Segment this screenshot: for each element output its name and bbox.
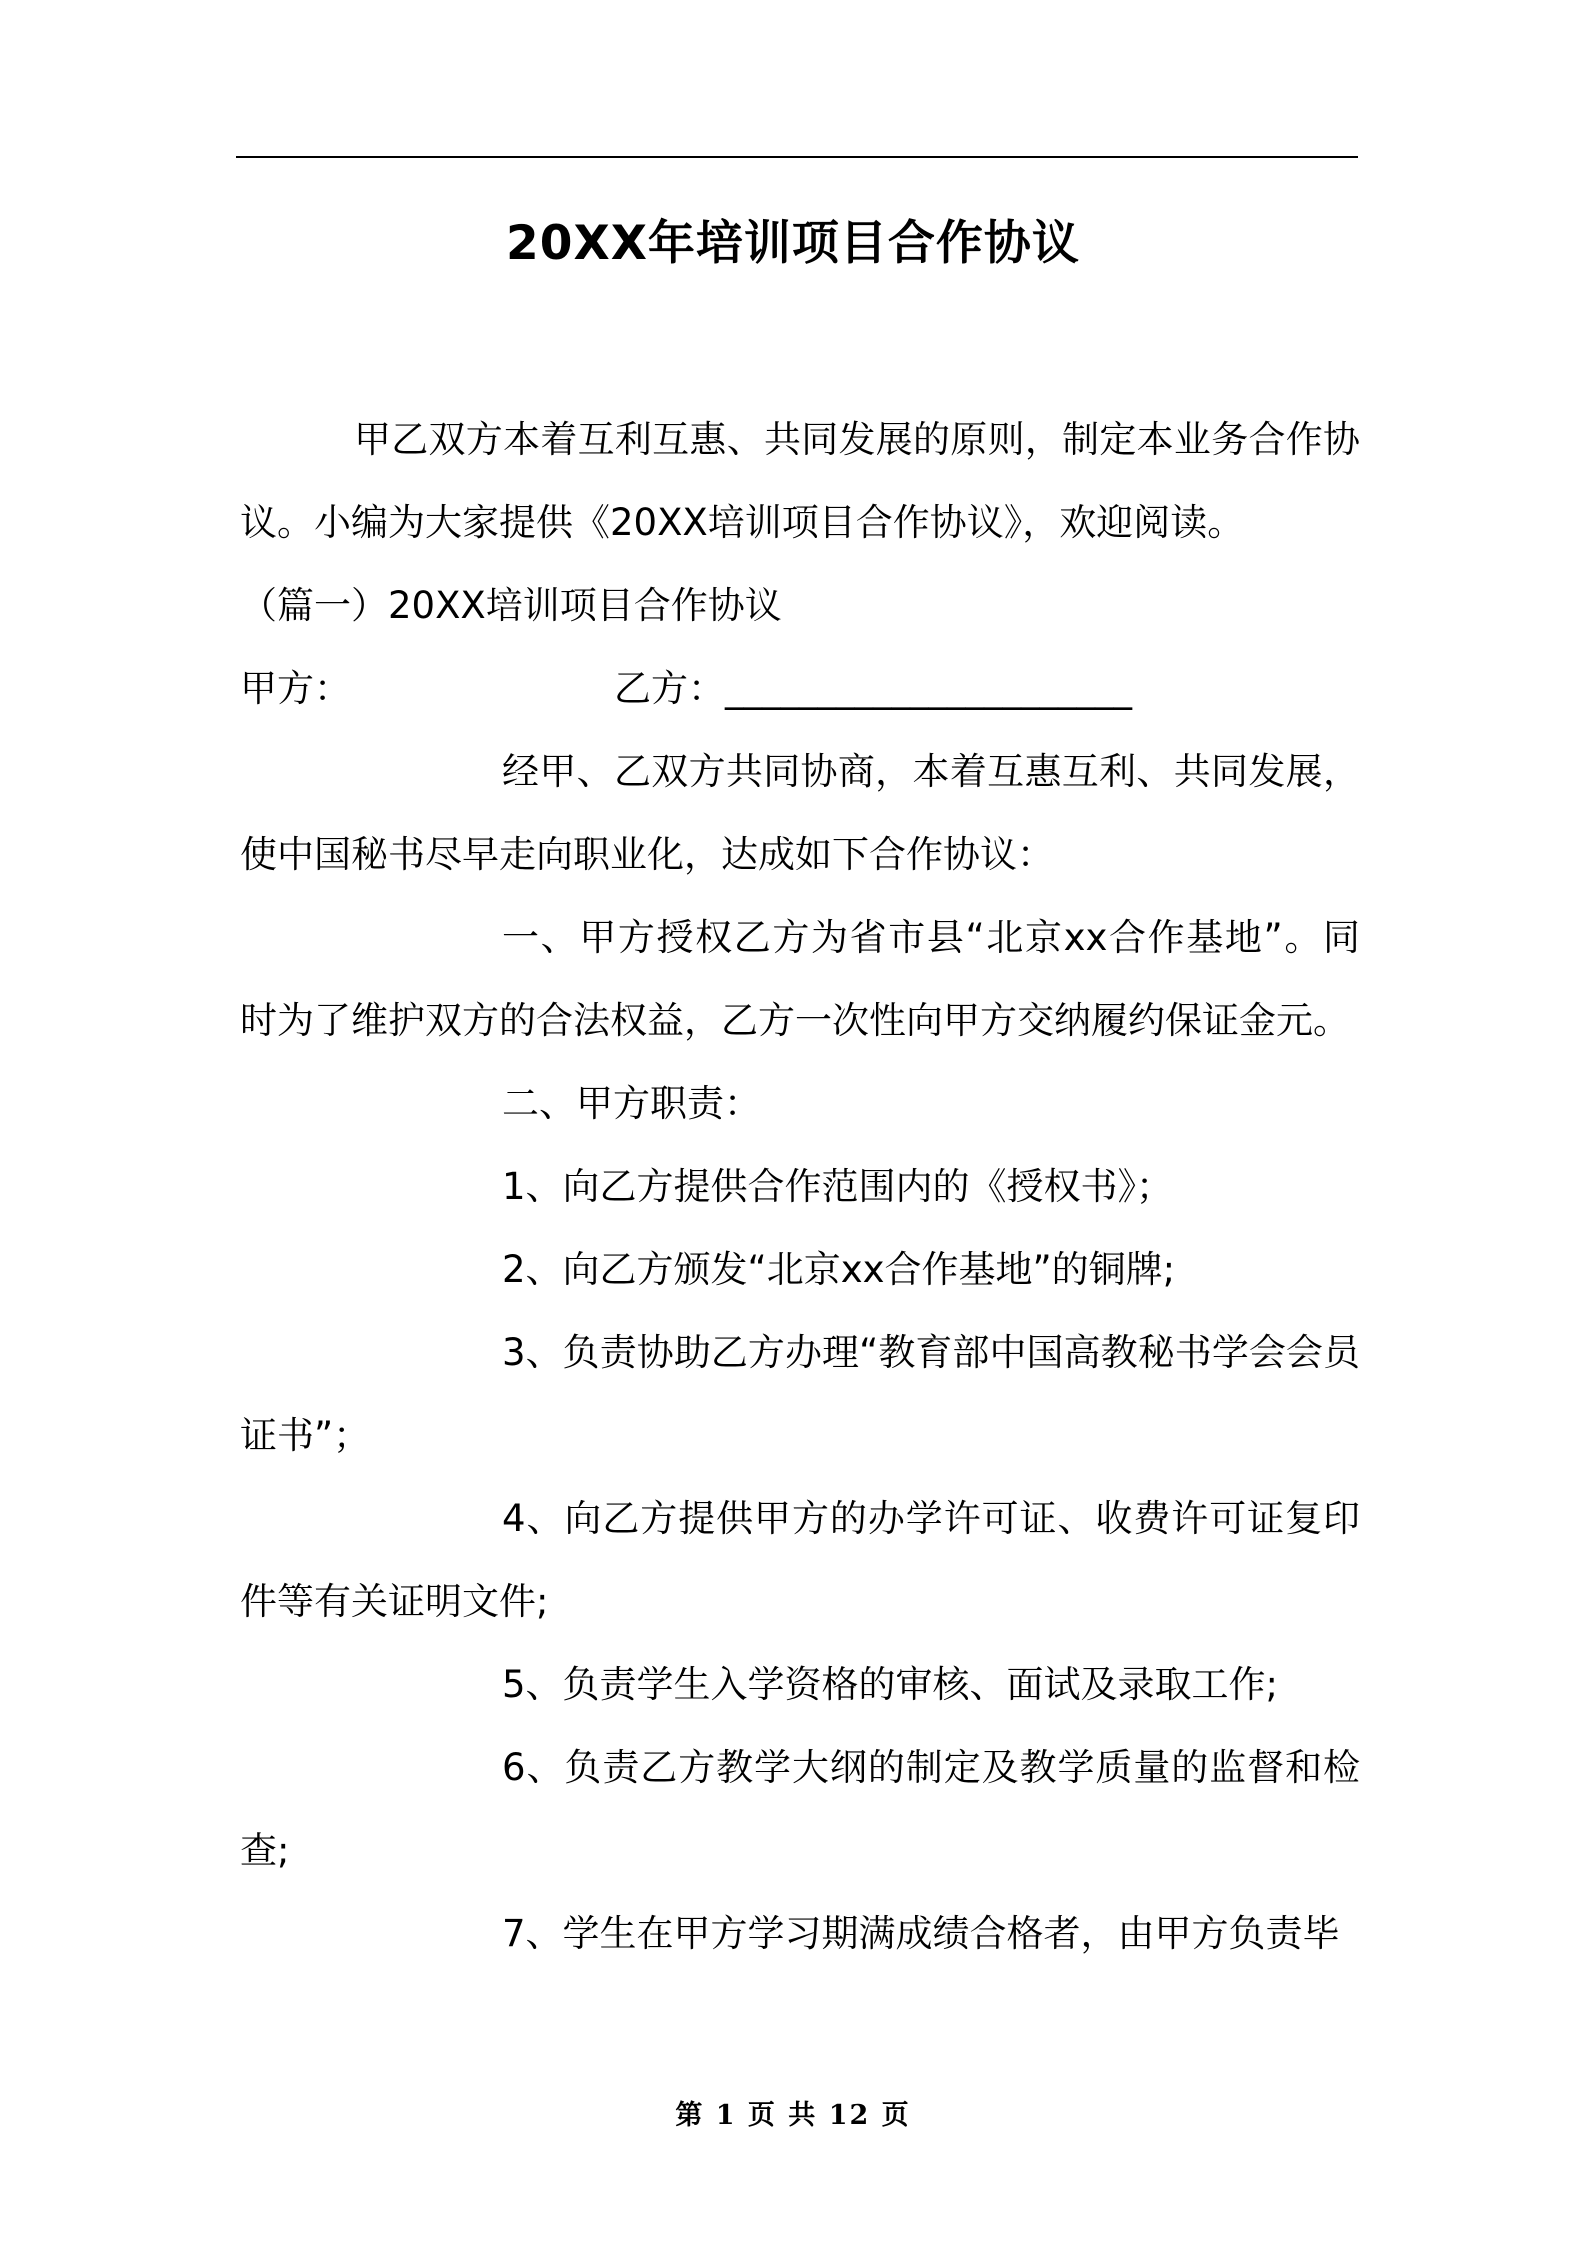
clause-2-heading: 二、甲方职责： bbox=[502, 1082, 761, 1125]
duty-item: 6、负责乙方教学大纲的制定及教学质量的监督和检查; bbox=[240, 1746, 1360, 1872]
duty-item: 1、向乙方提供合作范围内的《授权书》； bbox=[502, 1165, 1174, 1208]
duty-item: 4、向乙方提供甲方的办学许可证、收费许可证复印件等有关证明文件; bbox=[240, 1497, 1360, 1623]
duty-item: 2、向乙方颁发“北京xx合作基地”的铜牌; bbox=[502, 1248, 1176, 1291]
document-title: 20XX年培训项目合作协议 bbox=[506, 216, 1080, 271]
party-a-label: 甲方： bbox=[240, 667, 351, 710]
party-b-label: 乙方：______________________ bbox=[614, 667, 1132, 710]
preamble-paragraph: 经甲、乙双方共同协商，本着互惠互利、共同发展，使中国秘书尽早走向职业化，达成如下合作协议： bbox=[240, 750, 1360, 876]
duty-item: 3、负责协助乙方办理“教育部中国高教秘书学会会员证书”； bbox=[240, 1331, 1360, 1457]
duty-item: 7、学生在甲方学习期满成绩合格者，由甲方负责毕 bbox=[502, 1912, 1340, 1955]
document-body bbox=[240, 398, 1360, 1975]
parties-line bbox=[240, 647, 1360, 730]
header-rule bbox=[236, 156, 1358, 158]
page-number-footer: 第 1 页 共 12 页 bbox=[675, 2100, 911, 2131]
section-title: （篇一）20XX培训项目合作协议 bbox=[240, 584, 782, 627]
clause-1-paragraph: 一、甲方授权乙方为省市县“北京xx合作基地”。同时为了维护双方的合法权益，乙方一次性向甲方交纳履约保证金元。 bbox=[240, 916, 1360, 1042]
intro-paragraph: 甲乙双方本着互利互惠、共同发展的原则，制定本业务合作协议。小编为大家提供《20XX培训项目合作协议》，欢迎阅读。 bbox=[240, 418, 1360, 544]
duty-item: 5、负责学生入学资格的审核、面试及录取工作; bbox=[502, 1663, 1279, 1706]
